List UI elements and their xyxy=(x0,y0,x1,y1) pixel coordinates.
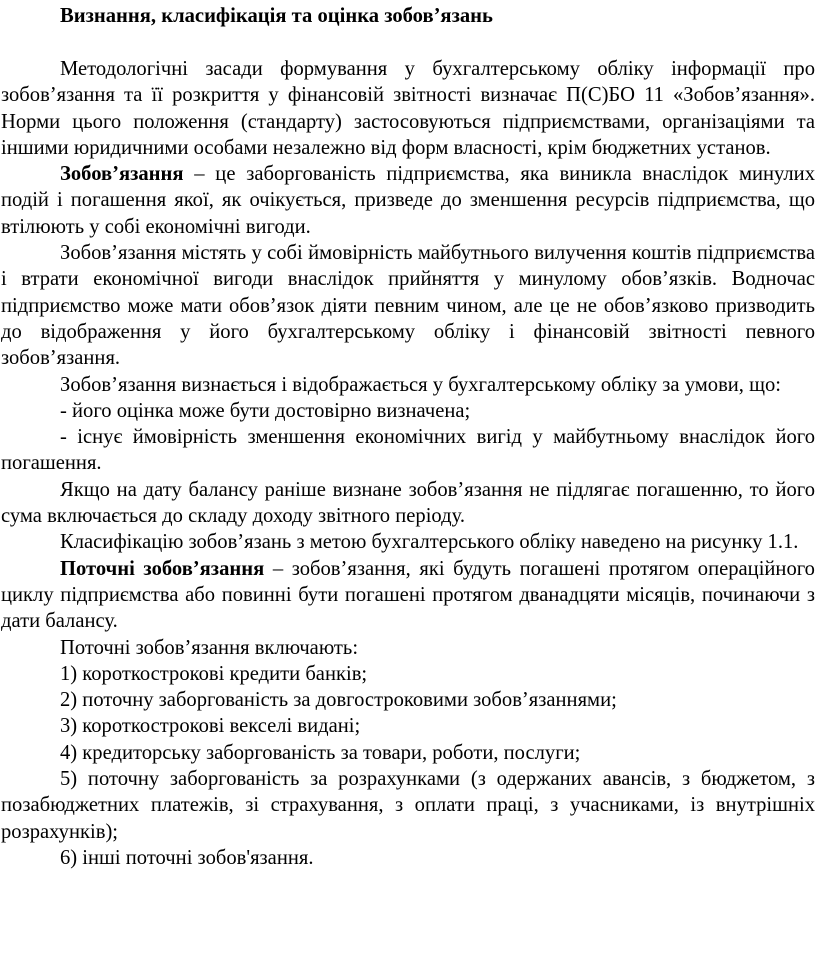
list-item-5 xyxy=(1,766,815,845)
paragraph-text: Класифікацію зобов’язань з метою бухгалтерського обліку наведено на рисунку 1.1. xyxy=(60,531,799,554)
paragraph-recognition-conditions xyxy=(1,372,815,398)
paragraph-text: – це заборгованість підприємства, яка виникла внаслідок минулих подій і погашення якої, як очікується, призведе до зменшення ресурсів підприємства, що втілюють у собі економічні вигоди. xyxy=(1,163,815,238)
paragraph-liability-probability xyxy=(1,240,815,371)
paragraph-current-liabilities-include xyxy=(1,635,815,661)
condition-item-2 xyxy=(1,424,815,477)
list-item-2 xyxy=(1,687,815,713)
condition-item-1 xyxy=(1,398,815,424)
paragraph-liability-definition xyxy=(1,161,815,240)
list-item-1 xyxy=(1,661,815,687)
list-item-6 xyxy=(1,845,815,871)
document-title: Визнання, класифікація та оцінка зобов’язань xyxy=(60,5,493,27)
paragraph-text: Зобов’язання визнається і відображається у бухгалтерському обліку за умови, що: xyxy=(60,373,781,396)
list-item-4 xyxy=(1,740,815,766)
paragraph-text: Методологічні засади формування у бухгалтерському обліку інформації про зобов’язання та її розкриття у фінансовій звітності визначає П(С)БО 11 «Зобов’язання». Норми цього положення (стандарту) застосовуються підприємствами, організаціями та іншими юридичними особами незалежно від форм власності, крім бюджетних установ. xyxy=(1,58,815,159)
paragraph-methodology xyxy=(1,56,815,161)
list-item-3 xyxy=(1,713,815,739)
paragraph-text: 3) короткострокові векселі видані; xyxy=(60,715,361,738)
paragraph-current-liabilities-definition xyxy=(1,556,815,635)
term-current-liabilities: Поточні зобов’язання xyxy=(60,557,265,580)
paragraph-text: - існує ймовірність зменшення економічних вигід у майбутньому внаслідок його погашення. xyxy=(1,426,815,475)
paragraph-text: 5) поточну заборгованість за розрахунками (з одержаних авансів, з бюджетом, з позабюджетних платежів, зі страхування, з оплати праці, з учасниками, із внутрішніх розрахунків); xyxy=(1,768,815,843)
paragraph-text: Зобов’язання містять у собі ймовірність майбутнього вилучення коштів підприємства і втрати економічної вигоди внаслідок прийняття у минулому обов’язків. Водночас підприємство може мати обов’язок діяти певним чином, але це не обов’язково призводить до відображення у його бухгалтерському обліку і фінансовій звітності певного зобов’язання. xyxy=(1,242,815,370)
paragraph-text: 1) короткострокові кредити банків; xyxy=(60,662,368,685)
paragraph-text: 4) кредиторську заборгованість за товари, роботи, послуги; xyxy=(60,741,581,764)
paragraph-text: - його оцінка може бути достовірно визначена; xyxy=(60,399,471,422)
term-liability: Зобов’язання xyxy=(60,163,184,186)
paragraph-text: Поточні зобов’язання включають: xyxy=(60,636,359,659)
paragraph-classification-reference xyxy=(1,529,815,555)
paragraph-text: Якщо на дату балансу раніше визнане зобов’язання не підлягає погашенню, то його сума включається до складу доходу звітного періоду. xyxy=(1,478,815,528)
paragraph-text: 2) поточну заборгованість за довгостроковими зобов’язаннями; xyxy=(60,689,617,712)
title-spacer xyxy=(1,32,816,56)
paragraph-text: 6) інші поточні зобов'язання. xyxy=(60,846,314,869)
paragraph-balance-date xyxy=(1,477,815,530)
paragraph-text: – зобов’язання, які будуть погашені протягом операційного циклу підприємства або повинні бути погашені протягом дванадцяти місяців, починаючи з дати балансу. xyxy=(1,557,815,633)
